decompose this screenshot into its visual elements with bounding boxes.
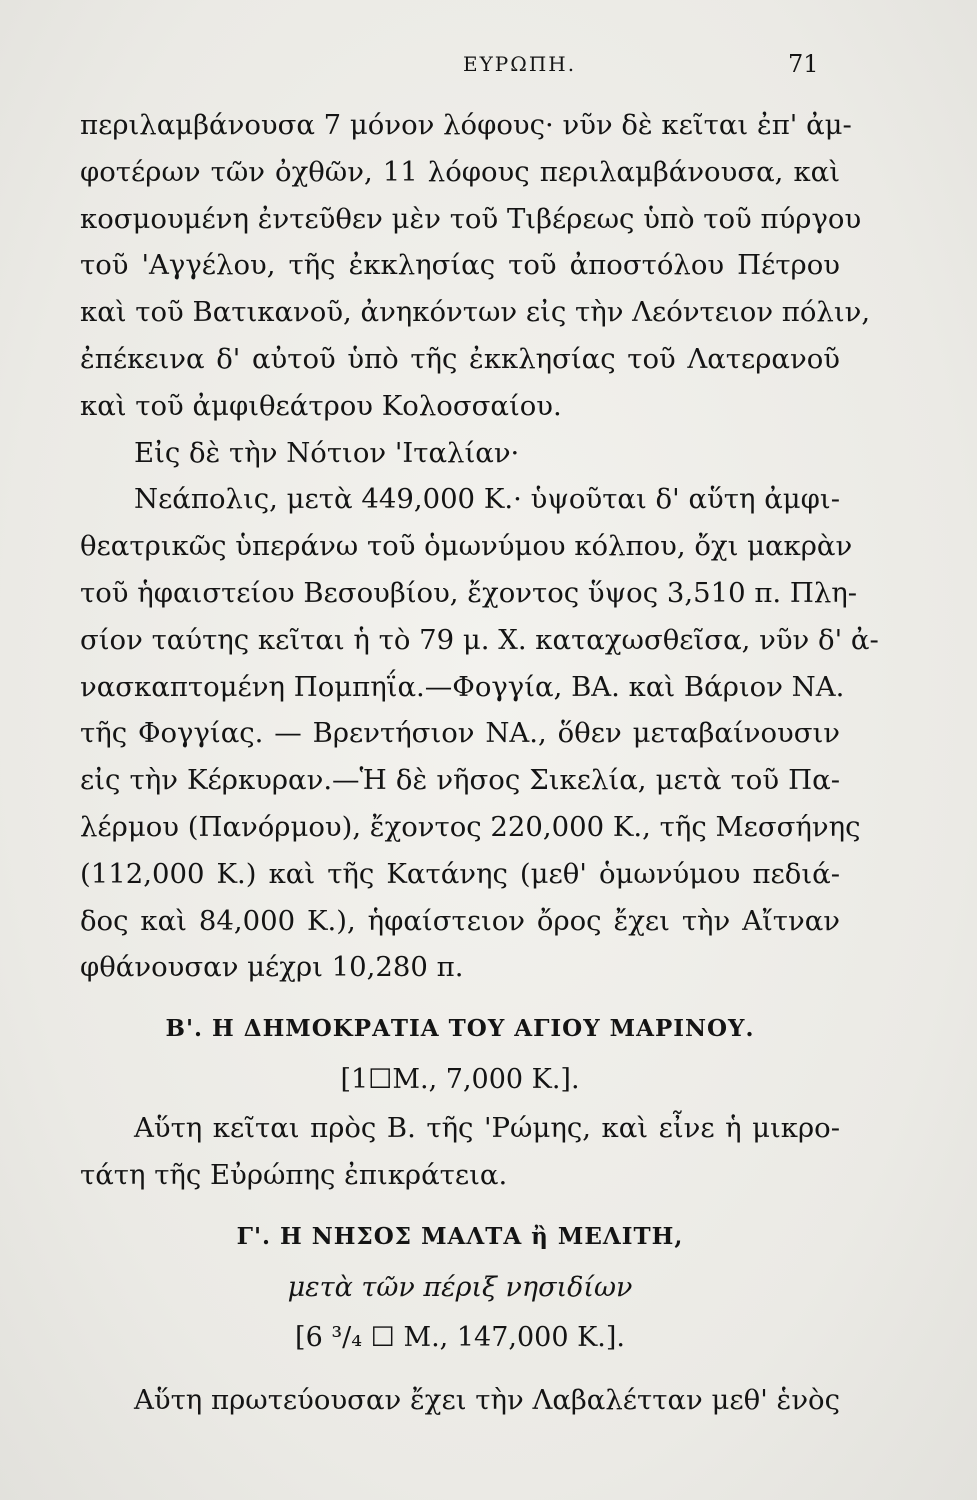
section-subtitle: μετὰ τῶν πέριξ νησιδίων bbox=[287, 1271, 633, 1303]
text-line: φθάνουσαν μέχρι 10,280 π. bbox=[80, 951, 464, 984]
section-heading: Β'. Η ΔΗΜΟΚΡΑΤΙΑ ΤΟΥ ΑΓΙΟΥ ΜΑΡΙΝΟΥ. bbox=[165, 1015, 755, 1043]
section-dimensions: [1☐Μ., 7,000 Κ.]. bbox=[340, 1064, 580, 1096]
text-line: Εἰς δὲ τὴν Νότιον 'Ιταλίαν· bbox=[134, 436, 520, 469]
text-line: δος καὶ 84,000 Κ.), ἡφαίστειον ὄρος ἔχει τὴν Αἴτναν bbox=[80, 904, 840, 937]
text-line: καὶ τοῦ ἀμφιθεάτρου Κολοσσαίου. bbox=[80, 389, 562, 422]
running-head: ΕΥΡΩΠΗ. bbox=[463, 52, 577, 76]
text-line: τοῦ ἡφαιστείου Βεσουβίου, ἔχοντος ὕψος 3,510 π. Πλη- bbox=[80, 576, 858, 609]
text-line: καὶ τοῦ Βατικανοῦ, ἀνηκόντων εἰς τὴν Λεόντειον πόλιν, bbox=[80, 296, 871, 329]
text-line: τοῦ 'Αγγέλου, τῆς ἐκκλησίας τοῦ ἀποστόλου Πέτρου bbox=[80, 249, 840, 282]
text-line: Αὕτη κεῖται πρὸς Β. τῆς 'Ρώμης, καὶ εἶνε ἡ μικρο- bbox=[134, 1112, 840, 1145]
text-line: Νεάπολις, μετὰ 449,000 Κ.· ὑψοῦται δ' αὕτη ἀμφι- bbox=[134, 483, 840, 516]
text-line: θεατρικῶς ὑπεράνω τοῦ ὁμωνύμου κόλπου, ὄχι μακρὰν bbox=[80, 530, 853, 563]
spacer bbox=[80, 1363, 840, 1377]
paragraph-rome bbox=[80, 102, 871, 430]
section-malta bbox=[80, 1211, 840, 1424]
text-line: λέρμου (Πανόρμου), ἔχοντος 220,000 Κ., τῆς Μεσσήνης bbox=[80, 810, 861, 843]
text-line: φοτέρων τῶν ὀχθῶν, 11 λόφους περιλαμβάνουσα, καὶ bbox=[80, 155, 840, 188]
text-line: σίον ταύτης κεῖται ἡ τὸ 79 μ. Χ. καταχωσθεῖσα, νῦν δ' ἀ- bbox=[80, 623, 879, 656]
section-heading: Γ'. Η ΝΗΣΟΣ ΜΑΛΤΑ ἢ ΜΕΛΙΤΗ, bbox=[236, 1222, 684, 1250]
text-line: ἐπέκεινα δ' αὐτοῦ ὑπὸ τῆς ἐκκλησίας τοῦ Λατερανοῦ bbox=[80, 342, 840, 375]
text-line: κοσμουμένη ἐντεῦθεν μὲν τοῦ Τιβέρεως ὑπὸ τοῦ πύργου bbox=[80, 202, 862, 235]
text-line: εἰς τὴν Κέρκυραν.—Ἡ δὲ νῆσος Σικελία, μετὰ τοῦ Πα- bbox=[80, 764, 840, 797]
text-line: τάτη τῆς Εὐρώπης ἐπικράτεια. bbox=[80, 1158, 508, 1191]
text-line: (112,000 Κ.) καὶ τῆς Κατάνης (μεθ' ὁμωνύμου πεδιά- bbox=[80, 857, 840, 890]
page-body bbox=[80, 102, 879, 1424]
section-dimensions: [6 ³/₄ ☐ Μ., 147,000 Κ.]. bbox=[295, 1321, 625, 1353]
text-line: Αὕτη πρωτεύουσαν ἔχει τὴν Λαβαλέτταν μεθ' ἑνὸς bbox=[134, 1383, 840, 1416]
page-header bbox=[0, 52, 977, 92]
text-line: νασκαπτομένη Πομπηΐα.—Φογγία, ΒΑ. καὶ Βάριον ΝΑ. bbox=[80, 670, 845, 703]
text-line: τῆς Φογγίας. — Βρεντήσιον ΝΑ., ὅθεν μεταβαίνουσιν bbox=[80, 717, 840, 750]
paragraph-south-italy bbox=[80, 430, 879, 992]
page-number: 71 bbox=[788, 50, 819, 78]
text-line: περιλαμβάνουσα 7 μόνον λόφους· νῦν δὲ κεῖται ἐπ' ἀμ- bbox=[80, 109, 852, 141]
section-san-marino bbox=[80, 1003, 840, 1199]
